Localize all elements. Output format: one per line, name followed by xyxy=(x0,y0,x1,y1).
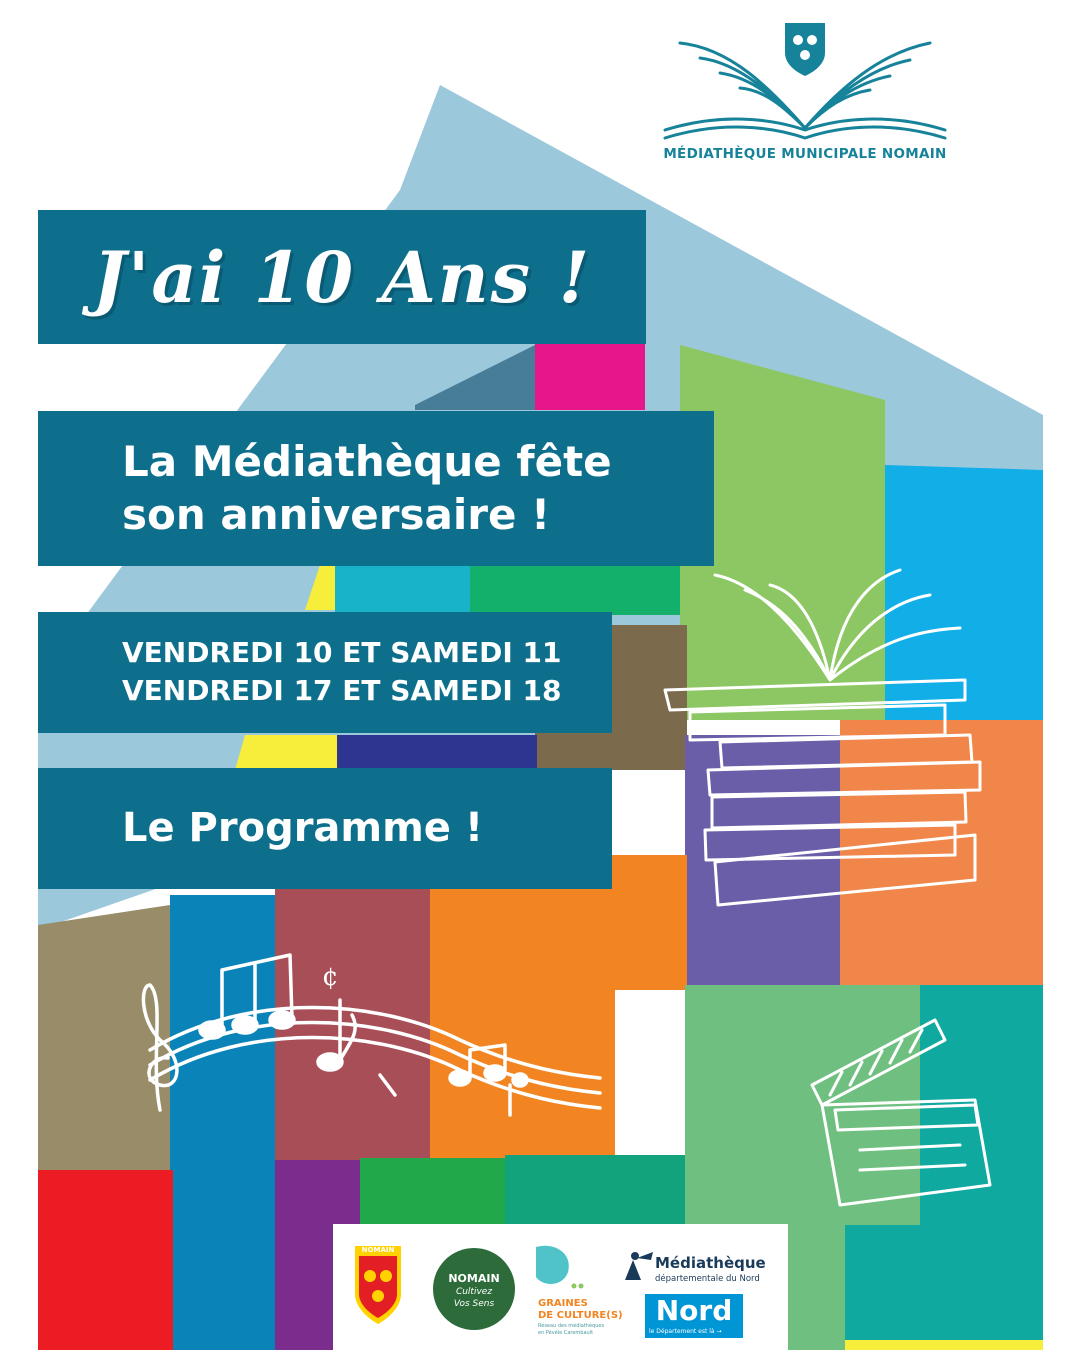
graines-logo-icon xyxy=(528,1242,588,1292)
dates-line-2: VENDREDI 17 ET SAMEDI 18 xyxy=(122,674,562,707)
block xyxy=(845,1225,1043,1340)
graines-small2: en Pévèle Carembault xyxy=(538,1330,594,1336)
graines-line2: DE CULTURE(S) xyxy=(538,1310,623,1321)
block xyxy=(235,735,337,770)
block xyxy=(845,1340,1043,1350)
logo-caption: MÉDIATHÈQUE MUNICIPALE NOMAIN xyxy=(663,146,947,162)
dates-banner xyxy=(38,612,612,733)
nomain-circle-title: NOMAIN xyxy=(448,1272,500,1285)
coat-of-arms-icon xyxy=(785,23,825,76)
block xyxy=(430,880,615,1158)
program-label: Le Programme ! xyxy=(122,805,484,851)
page-title: J'ai 10 Ans ! xyxy=(92,235,592,319)
block xyxy=(612,625,687,740)
title-container xyxy=(38,210,646,344)
block xyxy=(335,565,470,615)
media-dept-sub: départementale du Nord xyxy=(655,1274,760,1284)
nomain-crest-icon xyxy=(353,1244,403,1326)
block xyxy=(173,1160,275,1350)
media-dept-brand: Médiathèque xyxy=(655,1254,766,1272)
nomain-crest-label: NOMAIN xyxy=(361,1246,395,1254)
block xyxy=(840,720,1043,985)
nomain-circle-line1: Cultivez xyxy=(455,1287,493,1297)
open-book-logo-icon xyxy=(660,18,950,143)
nord-brand: Nord xyxy=(655,1294,733,1327)
dates-line-1: VENDREDI 10 ET SAMEDI 11 xyxy=(122,636,562,669)
nomain-circle-line2: Vos Sens xyxy=(453,1299,495,1309)
subtitle-line-2: son anniversaire ! xyxy=(122,490,551,539)
svg-text:¢: ¢ xyxy=(322,962,339,992)
block xyxy=(38,1170,173,1350)
block xyxy=(337,735,537,770)
block xyxy=(360,1158,505,1228)
block xyxy=(685,985,920,1225)
block xyxy=(505,1155,685,1230)
block xyxy=(612,855,687,990)
subtitle-line-1: La Médiathèque fête xyxy=(122,437,612,486)
subtitle-banner xyxy=(38,411,714,566)
block xyxy=(38,905,170,1170)
nord-tagline: le Département est là → xyxy=(649,1328,722,1335)
graines-small1: Réseau des médiathèques xyxy=(538,1323,605,1329)
block xyxy=(535,730,685,770)
mediatheque-dept-icon xyxy=(621,1250,655,1282)
graines-line1: GRAINES xyxy=(538,1298,588,1309)
partners-strip xyxy=(333,1224,788,1350)
block xyxy=(470,565,680,615)
